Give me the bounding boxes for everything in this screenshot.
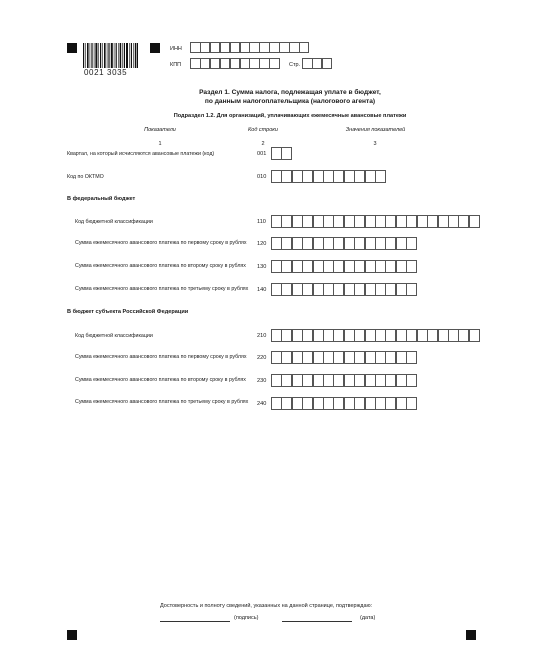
entry-cell[interactable] bbox=[406, 374, 417, 387]
federal-payment-1-field[interactable] bbox=[271, 237, 417, 250]
entry-cell[interactable] bbox=[344, 397, 355, 410]
entry-cell[interactable] bbox=[354, 215, 365, 228]
entry-cell[interactable] bbox=[354, 329, 365, 342]
entry-cell[interactable] bbox=[333, 329, 344, 342]
entry-cell[interactable] bbox=[406, 397, 417, 410]
entry-cell[interactable] bbox=[406, 329, 417, 342]
kpp-field[interactable] bbox=[190, 58, 279, 69]
row-code-230: 230 bbox=[257, 378, 267, 384]
entry-cell[interactable] bbox=[333, 215, 344, 228]
entry-cell[interactable] bbox=[313, 237, 324, 250]
entry-cell[interactable] bbox=[385, 237, 396, 250]
entry-cell[interactable] bbox=[271, 170, 282, 183]
entry-cell[interactable] bbox=[344, 237, 355, 250]
entry-cell[interactable] bbox=[302, 215, 313, 228]
entry-cell[interactable] bbox=[292, 397, 303, 410]
entry-cell[interactable] bbox=[354, 170, 365, 183]
entry-cell[interactable] bbox=[323, 283, 334, 296]
entry-cell[interactable] bbox=[354, 283, 365, 296]
entry-cell[interactable] bbox=[302, 283, 313, 296]
entry-cell[interactable] bbox=[469, 329, 480, 342]
entry-cell[interactable] bbox=[375, 237, 386, 250]
entry-cell[interactable] bbox=[333, 170, 344, 183]
entry-cell[interactable] bbox=[375, 170, 386, 183]
row-label-240: Сумма ежемесячного авансового платежа по третьему сроку в рублях bbox=[75, 399, 249, 405]
entry-cell[interactable] bbox=[271, 329, 282, 342]
entry-cell[interactable] bbox=[281, 237, 292, 250]
entry-cell[interactable] bbox=[344, 374, 355, 387]
entry-cell[interactable] bbox=[333, 397, 344, 410]
entry-cell[interactable] bbox=[323, 351, 334, 364]
entry-cell[interactable] bbox=[344, 351, 355, 364]
corner-marker-top-left bbox=[67, 43, 77, 53]
entry-cell[interactable] bbox=[375, 397, 386, 410]
row-code-110: 110 bbox=[257, 219, 266, 225]
entry-cell[interactable] bbox=[375, 374, 386, 387]
row-label-001: Квартал, на который исчисляются авансовые платежи (код) bbox=[67, 151, 215, 157]
entry-cell[interactable] bbox=[344, 329, 355, 342]
page-number-field[interactable] bbox=[302, 58, 332, 69]
regional-payment-1-field[interactable] bbox=[271, 351, 417, 364]
row-label-010: Код по ОКТМО bbox=[67, 174, 104, 180]
corner-marker-bottom-left bbox=[67, 630, 77, 640]
entry-cell[interactable] bbox=[365, 260, 376, 273]
date-line[interactable] bbox=[282, 621, 352, 622]
regional-kbk-field[interactable] bbox=[271, 329, 479, 342]
entry-cell[interactable] bbox=[313, 374, 324, 387]
entry-cell[interactable] bbox=[313, 215, 324, 228]
entry-cell[interactable] bbox=[313, 329, 324, 342]
entry-cell[interactable] bbox=[469, 215, 480, 228]
entry-cell[interactable] bbox=[323, 397, 334, 410]
entry-cell[interactable] bbox=[396, 351, 407, 364]
entry-cell[interactable] bbox=[323, 237, 334, 250]
entry-cell[interactable] bbox=[302, 170, 313, 183]
entry-cell[interactable] bbox=[323, 329, 334, 342]
entry-cell[interactable] bbox=[354, 351, 365, 364]
row-code-120: 120 bbox=[257, 241, 267, 247]
entry-cell[interactable] bbox=[417, 215, 428, 228]
entry-cell[interactable] bbox=[396, 237, 407, 250]
entry-cell[interactable] bbox=[344, 260, 355, 273]
entry-cell[interactable] bbox=[344, 170, 355, 183]
row-label-230: Сумма ежемесячного авансового платежа по второму сроку в рублях bbox=[75, 377, 246, 383]
entry-cell[interactable] bbox=[281, 283, 292, 296]
entry-cell[interactable] bbox=[333, 283, 344, 296]
entry-cell[interactable] bbox=[396, 215, 407, 228]
corner-marker-bottom-right bbox=[466, 630, 476, 640]
entry-cell[interactable] bbox=[396, 283, 407, 296]
column-number-2: 2 bbox=[261, 141, 265, 147]
column-header-indicators: Показатели bbox=[144, 127, 176, 133]
entry-cell[interactable] bbox=[271, 215, 282, 228]
column-number-1: 1 bbox=[158, 141, 162, 147]
entry-cell[interactable] bbox=[281, 329, 292, 342]
entry-cell[interactable] bbox=[323, 374, 334, 387]
row-code-240: 240 bbox=[257, 401, 267, 407]
entry-cell[interactable] bbox=[458, 329, 469, 342]
date-caption: (дата) bbox=[360, 615, 376, 621]
entry-cell[interactable] bbox=[406, 237, 417, 250]
row-code-130: 130 bbox=[257, 264, 267, 270]
federal-budget-heading: В федеральный бюджет bbox=[67, 196, 136, 202]
entry-cell[interactable] bbox=[292, 215, 303, 228]
inn-field[interactable] bbox=[190, 42, 309, 53]
entry-cell[interactable] bbox=[271, 260, 282, 273]
entry-cell[interactable] bbox=[271, 397, 282, 410]
entry-cell[interactable] bbox=[406, 260, 417, 273]
row-code-210: 210 bbox=[257, 333, 267, 339]
confirmation-text: Достоверность и полноту сведений, указанных на данной странице, подтверждаю: bbox=[160, 603, 373, 609]
entry-cell[interactable] bbox=[323, 170, 334, 183]
row-label-130: Сумма ежемесячного авансового платежа по второму сроку в рублях bbox=[75, 263, 246, 269]
entry-cell[interactable] bbox=[365, 374, 376, 387]
quarter-code-field[interactable] bbox=[271, 147, 292, 160]
barcode-image bbox=[83, 43, 138, 68]
entry-cell[interactable] bbox=[438, 215, 449, 228]
section-title-line2: по данным налогоплательщика (налогового агента) bbox=[204, 97, 376, 105]
entry-cell[interactable] bbox=[281, 351, 292, 364]
entry-cell[interactable] bbox=[292, 329, 303, 342]
entry-cell[interactable] bbox=[313, 170, 324, 183]
entry-cell[interactable] bbox=[427, 329, 438, 342]
regional-budget-heading: В бюджет субъекта Российской Федерации bbox=[67, 309, 189, 315]
entry-cell[interactable] bbox=[365, 237, 376, 250]
row-label-110: Код бюджетной классификации bbox=[75, 219, 153, 225]
entry-cell[interactable] bbox=[333, 237, 344, 250]
entry-cell[interactable] bbox=[448, 215, 459, 228]
entry-cell[interactable] bbox=[385, 374, 396, 387]
entry-cell[interactable] bbox=[385, 397, 396, 410]
entry-cell[interactable] bbox=[322, 58, 333, 69]
entry-cell[interactable] bbox=[365, 283, 376, 296]
corner-marker-top-mid bbox=[150, 43, 160, 53]
entry-cell[interactable] bbox=[385, 283, 396, 296]
barcode-number: 0021 3035 bbox=[84, 68, 128, 77]
entry-cell[interactable] bbox=[302, 260, 313, 273]
entry-cell[interactable] bbox=[344, 215, 355, 228]
entry-cell[interactable] bbox=[292, 260, 303, 273]
entry-cell[interactable] bbox=[302, 374, 313, 387]
row-code-220: 220 bbox=[257, 355, 267, 361]
entry-cell[interactable] bbox=[417, 329, 428, 342]
entry-cell[interactable] bbox=[323, 215, 334, 228]
entry-cell[interactable] bbox=[344, 283, 355, 296]
entry-cell[interactable] bbox=[292, 237, 303, 250]
entry-cell[interactable] bbox=[271, 147, 282, 160]
oktmo-field[interactable] bbox=[271, 170, 385, 183]
row-code-140: 140 bbox=[257, 287, 267, 293]
entry-cell[interactable] bbox=[365, 351, 376, 364]
entry-cell[interactable] bbox=[281, 147, 292, 160]
entry-cell[interactable] bbox=[375, 215, 386, 228]
entry-cell[interactable] bbox=[302, 351, 313, 364]
entry-cell[interactable] bbox=[333, 374, 344, 387]
entry-cell[interactable] bbox=[375, 329, 386, 342]
entry-cell[interactable] bbox=[302, 237, 313, 250]
regional-payment-3-field[interactable] bbox=[271, 397, 417, 410]
entry-cell[interactable] bbox=[385, 260, 396, 273]
entry-cell[interactable] bbox=[396, 374, 407, 387]
subsection-title: Подраздел 1.2. Для организаций, уплачивающих ежемесячные авансовые платежи bbox=[173, 113, 407, 119]
entry-cell[interactable] bbox=[313, 260, 324, 273]
entry-cell[interactable] bbox=[281, 260, 292, 273]
page-label: Стр. bbox=[289, 62, 301, 68]
entry-cell[interactable] bbox=[333, 260, 344, 273]
entry-cell[interactable] bbox=[271, 283, 282, 296]
entry-cell[interactable] bbox=[406, 215, 417, 228]
entry-cell[interactable] bbox=[271, 374, 282, 387]
entry-cell[interactable] bbox=[302, 397, 313, 410]
entry-cell[interactable] bbox=[385, 329, 396, 342]
entry-cell[interactable] bbox=[458, 215, 469, 228]
entry-cell[interactable] bbox=[313, 283, 324, 296]
entry-cell[interactable] bbox=[292, 170, 303, 183]
entry-cell[interactable] bbox=[271, 237, 282, 250]
column-header-line-code: Код строки bbox=[248, 127, 278, 133]
entry-cell[interactable] bbox=[365, 397, 376, 410]
entry-cell[interactable] bbox=[292, 351, 303, 364]
section-title bbox=[130, 89, 450, 106]
section-title-line1: Раздел 1. Сумма налога, подлежащая уплате в бюджет, bbox=[199, 89, 381, 96]
entry-cell[interactable] bbox=[448, 329, 459, 342]
entry-cell[interactable] bbox=[406, 351, 417, 364]
column-number-3: 3 bbox=[373, 141, 377, 147]
entry-cell[interactable] bbox=[281, 374, 292, 387]
federal-payment-2-field[interactable] bbox=[271, 260, 417, 273]
entry-cell[interactable] bbox=[302, 329, 313, 342]
entry-cell[interactable] bbox=[333, 351, 344, 364]
entry-cell[interactable] bbox=[365, 170, 376, 183]
entry-cell[interactable] bbox=[396, 260, 407, 273]
entry-cell[interactable] bbox=[292, 374, 303, 387]
entry-cell[interactable] bbox=[385, 351, 396, 364]
entry-cell[interactable] bbox=[385, 215, 396, 228]
entry-cell[interactable] bbox=[375, 351, 386, 364]
entry-cell[interactable] bbox=[396, 397, 407, 410]
entry-cell[interactable] bbox=[299, 42, 310, 53]
federal-kbk-field[interactable] bbox=[271, 215, 479, 228]
signature-caption: (подпись) bbox=[234, 615, 259, 621]
row-code-010: 010 bbox=[257, 174, 267, 180]
row-label-220: Сумма ежемесячного авансового платежа по первому сроку в рублях bbox=[75, 354, 247, 360]
entry-cell[interactable] bbox=[375, 260, 386, 273]
entry-cell[interactable] bbox=[354, 397, 365, 410]
entry-cell[interactable] bbox=[406, 283, 417, 296]
entry-cell[interactable] bbox=[313, 397, 324, 410]
regional-payment-2-field[interactable] bbox=[271, 374, 417, 387]
entry-cell[interactable] bbox=[323, 260, 334, 273]
entry-cell[interactable] bbox=[269, 58, 280, 69]
entry-cell[interactable] bbox=[281, 170, 292, 183]
entry-cell[interactable] bbox=[281, 397, 292, 410]
entry-cell[interactable] bbox=[375, 283, 386, 296]
entry-cell[interactable] bbox=[354, 374, 365, 387]
entry-cell[interactable] bbox=[313, 351, 324, 364]
row-label-140: Сумма ежемесячного авансового платежа по третьему сроку в рублях bbox=[75, 286, 249, 292]
entry-cell[interactable] bbox=[427, 215, 438, 228]
entry-cell[interactable] bbox=[438, 329, 449, 342]
entry-cell[interactable] bbox=[396, 329, 407, 342]
row-code-001: 001 bbox=[257, 151, 267, 157]
entry-cell[interactable] bbox=[365, 329, 376, 342]
entry-cell[interactable] bbox=[281, 215, 292, 228]
entry-cell[interactable] bbox=[271, 351, 282, 364]
entry-cell[interactable] bbox=[292, 283, 303, 296]
federal-payment-3-field[interactable] bbox=[271, 283, 417, 296]
kpp-label: КПП bbox=[170, 62, 182, 68]
entry-cell[interactable] bbox=[365, 215, 376, 228]
row-label-120: Сумма ежемесячного авансового платежа по первому сроку в рублях bbox=[75, 240, 247, 246]
column-header-values: Значения показателей bbox=[345, 127, 406, 133]
signature-line[interactable] bbox=[160, 621, 230, 622]
entry-cell[interactable] bbox=[354, 237, 365, 250]
entry-cell[interactable] bbox=[354, 260, 365, 273]
row-label-210: Код бюджетной классификации bbox=[75, 333, 153, 339]
inn-label: ИНН bbox=[170, 46, 182, 52]
